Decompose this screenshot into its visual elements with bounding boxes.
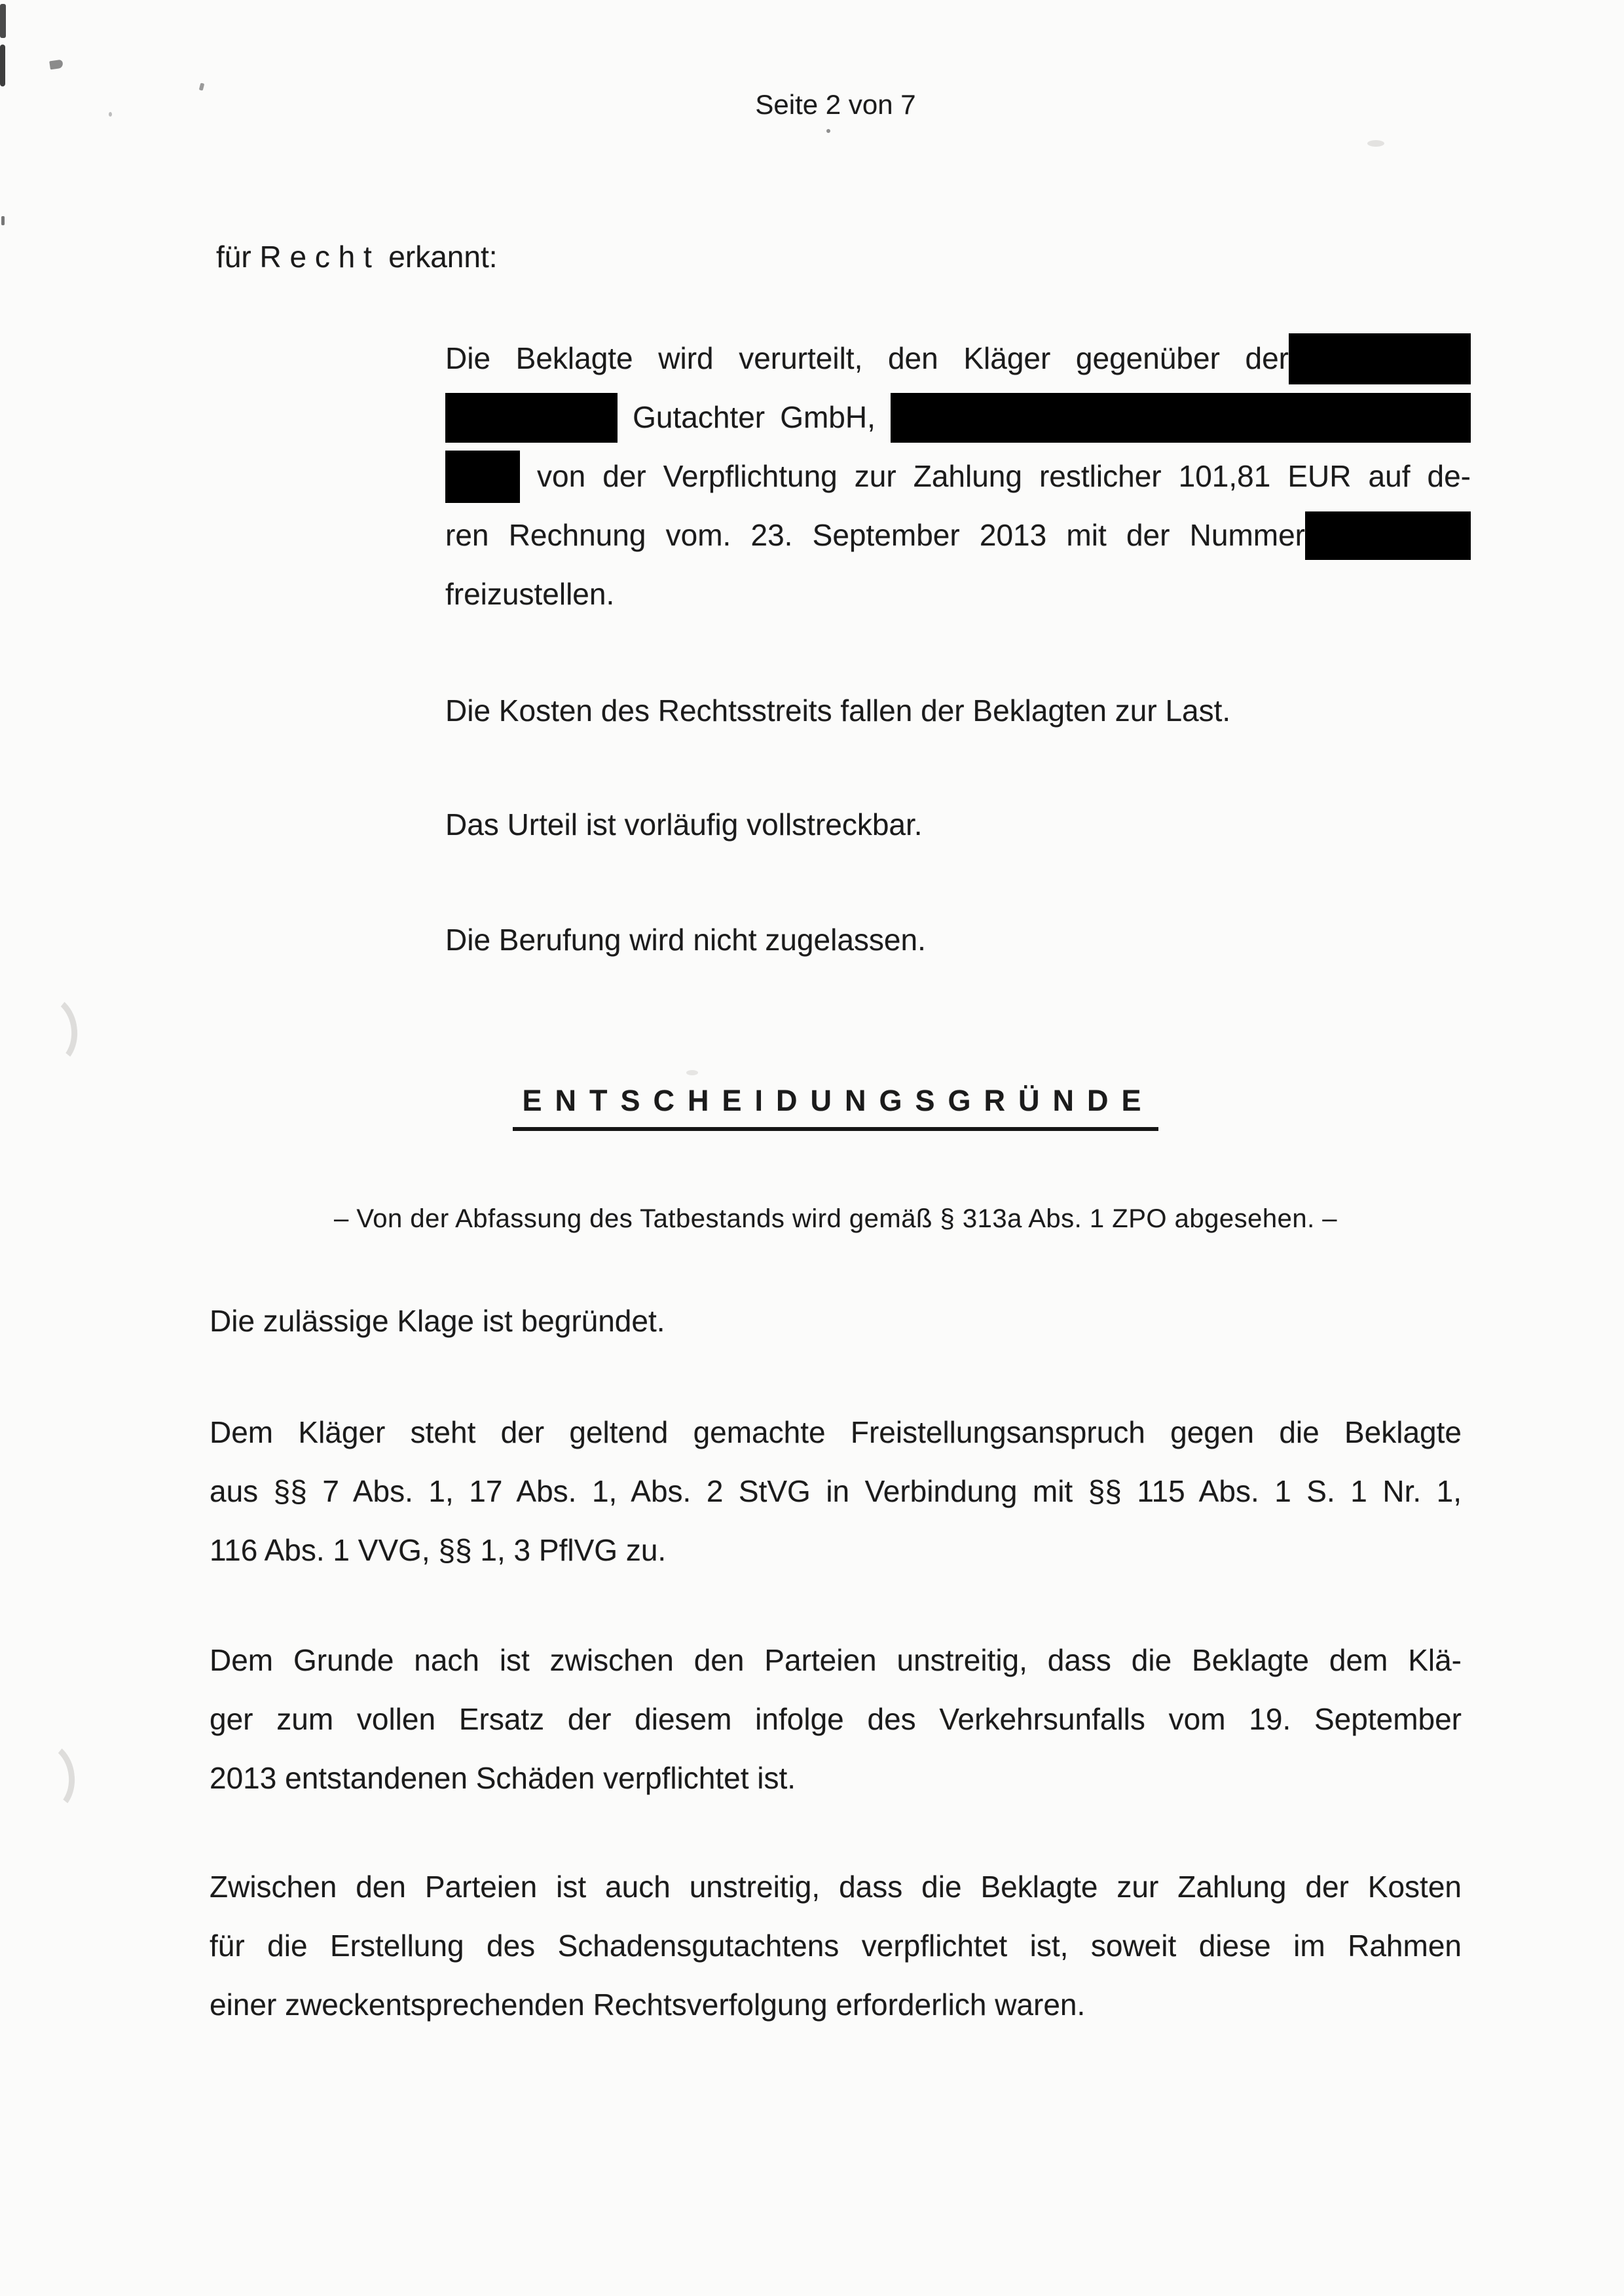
hole-punch-mark — [13, 991, 81, 1072]
tenor-paragraph-costs: Die Kosten des Rechtsstreits fallen der Beklagten zur Last. — [445, 694, 1231, 728]
reasons-paragraph-2 — [210, 1403, 1462, 1580]
redaction-box — [1305, 511, 1471, 560]
text-line — [210, 1403, 1462, 1462]
scan-speck — [826, 129, 830, 133]
scan-edge-artifact — [1, 216, 5, 225]
scan-edge-artifact — [0, 4, 6, 38]
text-line — [210, 1462, 1462, 1521]
scan-speck — [199, 83, 204, 90]
tenor-paragraph-appeal: Die Berufung wird nicht zugelassen. — [445, 923, 926, 957]
text-line — [210, 1749, 1462, 1807]
text-line — [210, 1521, 1462, 1580]
text-line — [445, 565, 1471, 623]
text-line — [210, 1631, 1462, 1690]
tenor-intro: für R e c h t erkannt: — [216, 240, 498, 274]
hole-punch-mark — [10, 1738, 78, 1819]
reasons-heading-container — [210, 1084, 1462, 1131]
page-number-header: Seite 2 von 7 — [755, 89, 916, 120]
text-segment: von der Verpflichtung zur Zahlung restlicher 101,81 EUR auf de- — [537, 459, 1471, 493]
reasons-paragraph-3 — [210, 1631, 1462, 1807]
text-segment: aus §§ 7 Abs. 1, 17 Abs. 1, Abs. 2 StVG in Verbindung mit §§ 115 Abs. 1 S. 1 Nr. 1, — [210, 1474, 1462, 1508]
scan-edge-artifact — [0, 45, 5, 86]
text-line — [210, 1916, 1462, 1975]
text-line — [210, 1690, 1462, 1749]
text-segment: 116 Abs. 1 VVG, §§ 1, 3 PflVG zu. — [210, 1533, 667, 1567]
text-segment: freizustellen. — [445, 577, 615, 611]
text-segment: für die Erstellung des Schadensgutachtens verpflichtet ist, soweit diese im Rahmen — [210, 1929, 1462, 1963]
text-line — [445, 506, 1471, 565]
text-line — [445, 447, 1471, 506]
text-line — [445, 388, 1471, 447]
text-segment: ger zum vollen Ersatz der diesem infolge des Verkehrsunfalls vom 19. September — [210, 1702, 1462, 1736]
reasons-paragraph-4 — [210, 1857, 1462, 2034]
text-segment: einer zweckentsprechenden Rechtsverfolgung erforderlich waren. — [210, 1988, 1086, 2022]
reasons-preliminary-note: – Von der Abfassung des Tatbestands wird gemäß § 313a Abs. 1 ZPO abgesehen. – — [333, 1204, 1338, 1233]
text-segment: Zwischen den Parteien ist auch unstreitig, dass die Beklagte zur Zahlung der Kosten — [210, 1870, 1462, 1904]
reasons-paragraph-1: Die zulässige Klage ist begründet. — [210, 1304, 665, 1338]
tenor-paragraph-1 — [445, 329, 1471, 623]
text-segment: ren Rechnung vom. 23. September 2013 mit der Nummer — [445, 518, 1305, 552]
redaction-box — [1289, 333, 1471, 384]
text-segment: Dem Grunde nach ist zwischen den Parteien unstreitig, dass die Beklagte dem Klä- — [210, 1643, 1462, 1677]
text-line — [210, 1975, 1462, 2034]
redaction-box — [445, 451, 520, 503]
scan-smudge — [1367, 140, 1384, 147]
text-line — [210, 1857, 1462, 1916]
redaction-box — [445, 393, 618, 443]
text-segment: Gutachter GmbH, — [633, 400, 876, 434]
text-segment: Die Beklagte wird verurteilt, den Kläger gegenüber der — [445, 341, 1289, 375]
text-segment: 2013 entstandenen Schäden verpflichtet ist. — [210, 1761, 796, 1795]
scan-speck — [109, 112, 112, 117]
scan-smudge — [686, 1070, 698, 1075]
text-line — [445, 329, 1471, 388]
redaction-box — [891, 393, 1471, 443]
scan-speck — [49, 60, 64, 70]
tenor-paragraph-enforceability: Das Urteil ist vorläufig vollstreckbar. — [445, 807, 923, 842]
text-segment: Dem Kläger steht der geltend gemachte Freistellungsanspruch gegen die Beklagte — [210, 1415, 1462, 1449]
reasons-heading: ENTSCHEIDUNGSGRÜNDE — [513, 1084, 1158, 1131]
